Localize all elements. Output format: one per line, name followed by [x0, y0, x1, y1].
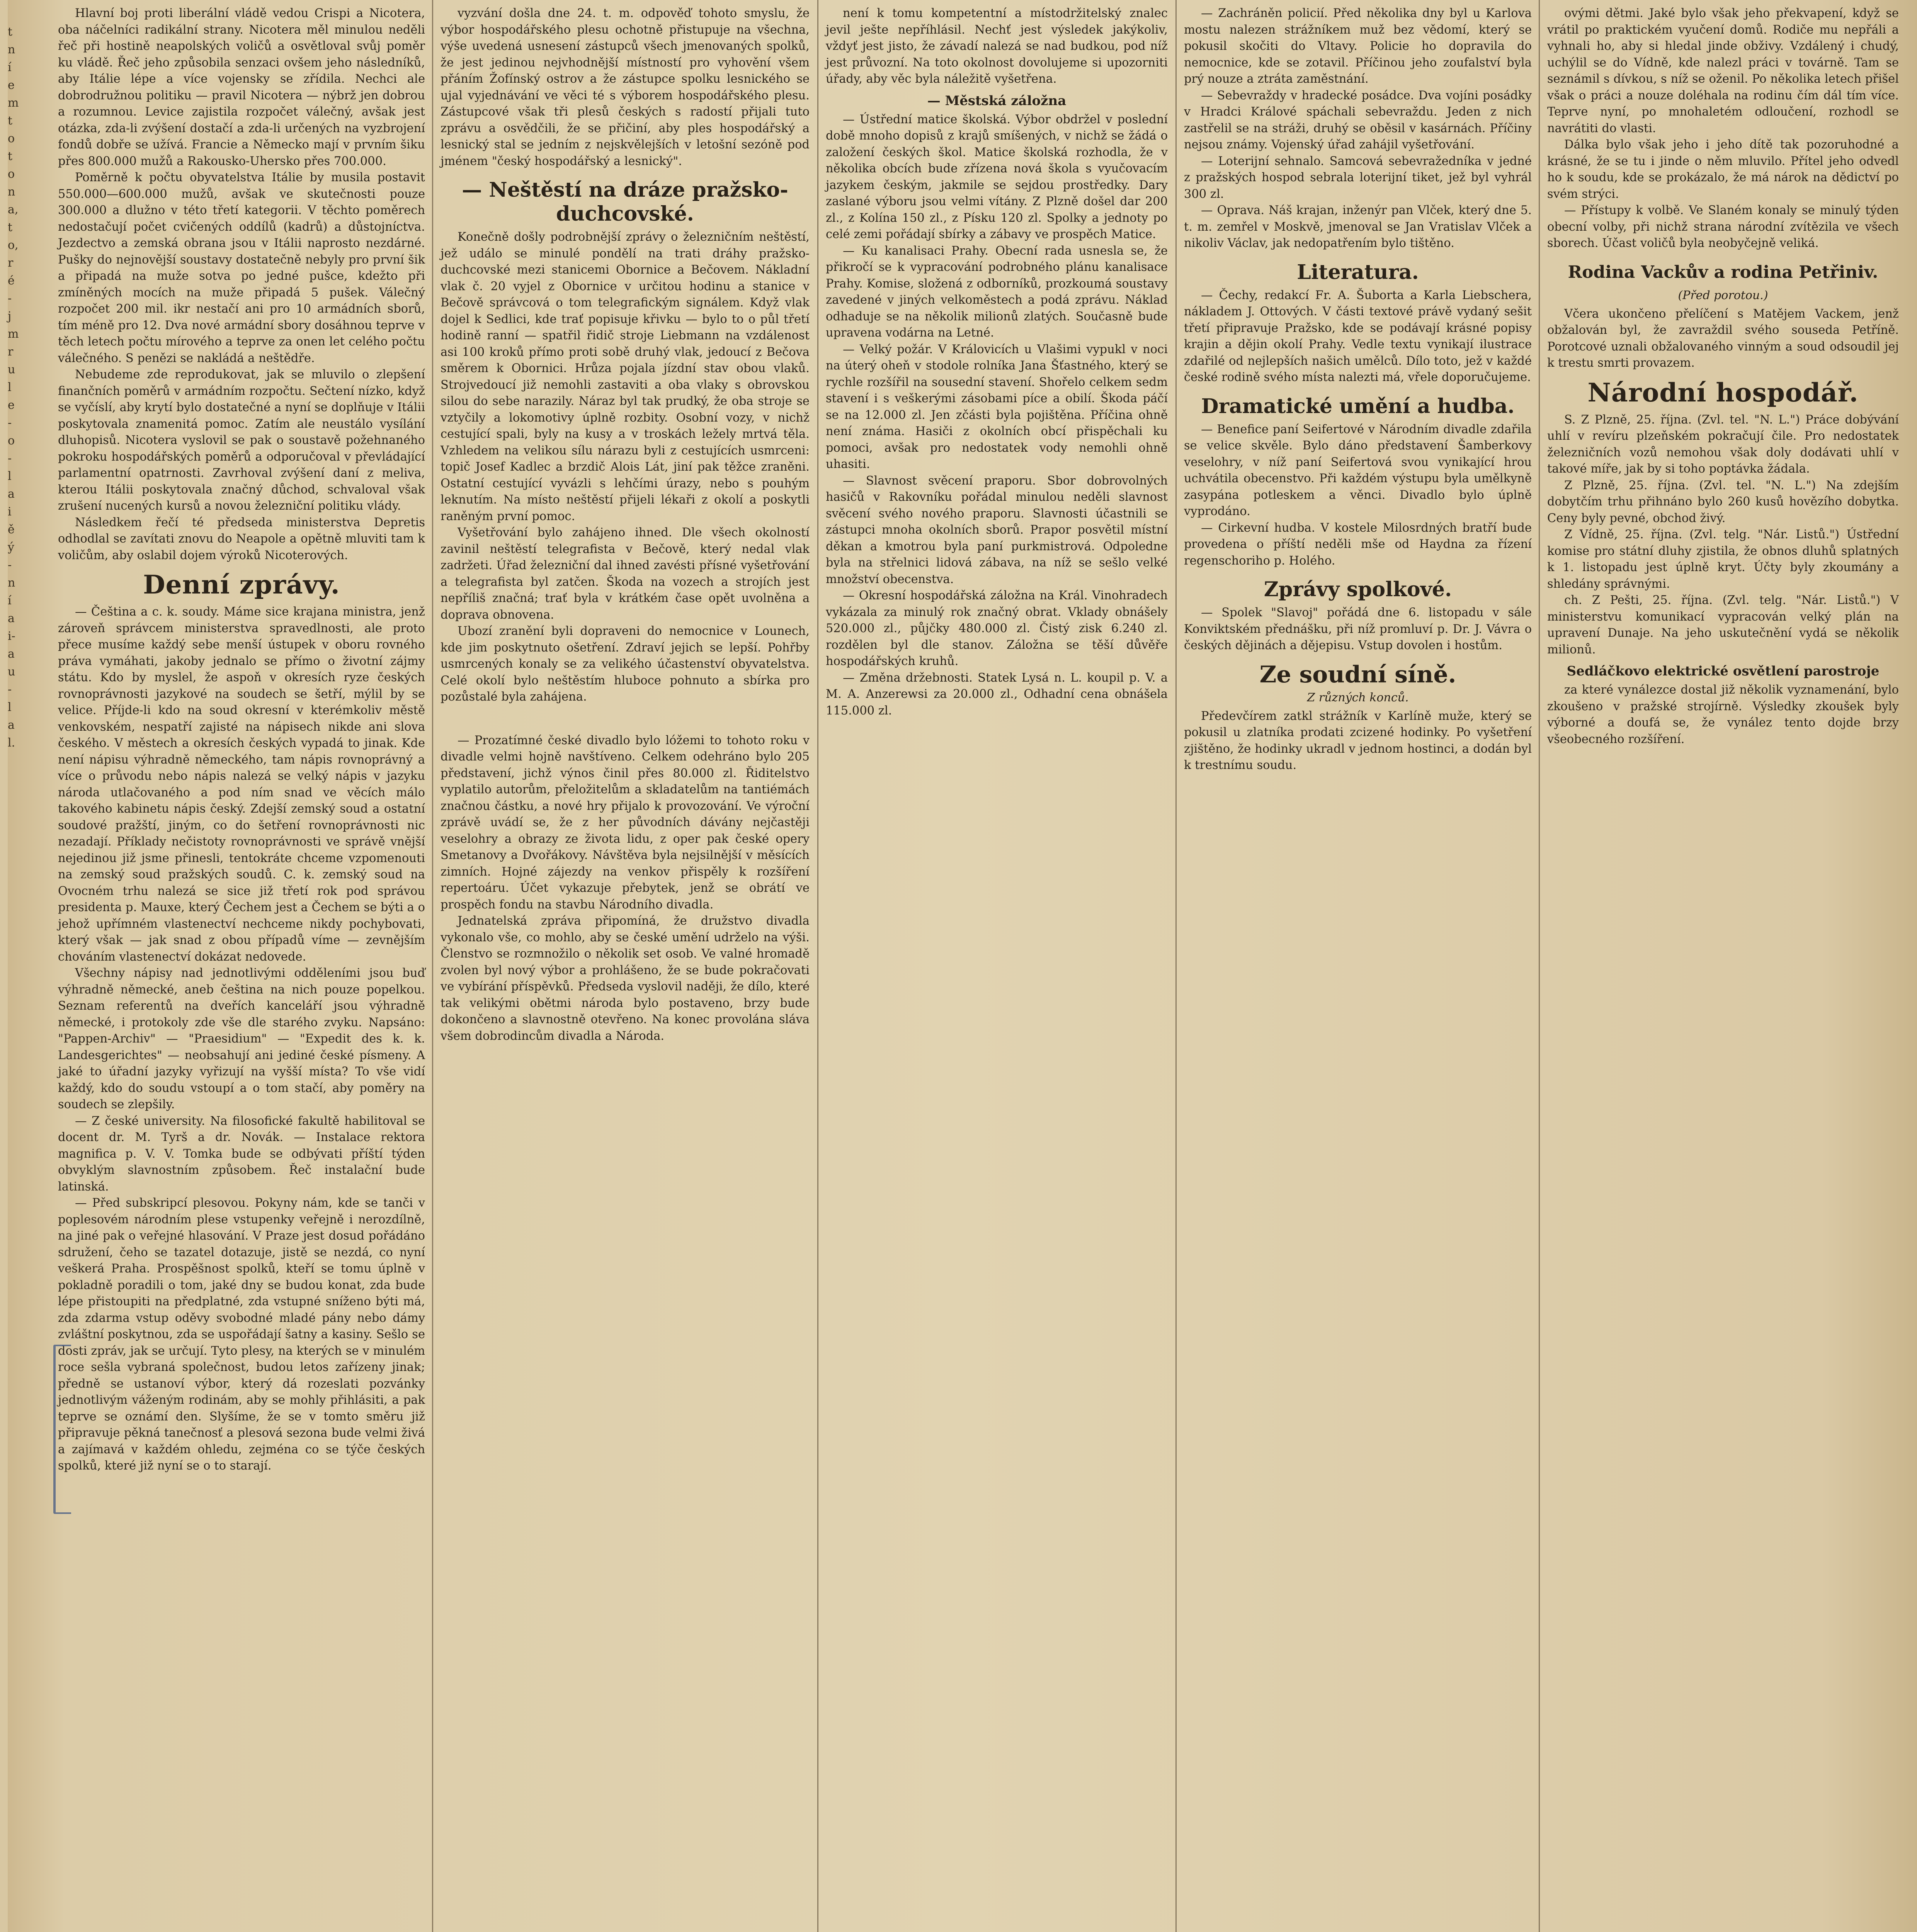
- article-paragraph: ovými dětmi. Jaké bylo však jeho překvapení, když se vrátil po praktickém vyučení domů. Rodiče mu nepřáli a vyhnali ho, aby si hledal jinde obživy. Vzdálený i chudý, uchýlil se do Vídně, kde nalezl práci v továrně. Tam se seznámil s dívkou, s níž se oženil. Po několika letech přišel však o práci a nouze doléhala na rodinu čím dál tím více. Teprve nyní, po mnohaletém odloučení, rozhodl se navrátiti do vlasti.: [1547, 7, 1899, 135]
- article-paragraph: — Sebevraždy v hradecké posádce. Dva vojíni posádky v Hradci Králové spáchali sebevraždu. Jeden z nich zastřelil se na stráži, druhý se oběsil v kasárnách. Příčiny nejsou známy. Vojenský úřad zahájil vyšetřování.: [1184, 88, 1532, 151]
- section-title-denni-zpravy: Denní zprávy.: [143, 570, 340, 600]
- article-paragraph: Poměrně k počtu obyvatelstva Itálie by musila postavit 550.000—600.000 mužů, avšak ve skutečnosti pouze 300.000 a dlužno v této třetí kategorii. V těchto poměrech nedostačují počet cvičených oddílů (kadrů) a důstojníctva. Jezdectvo a zemská obrana jsou v Itálii naprosto nezdárné. Pušky do nejnovější soustavy dostatečně nebyly pro první šik a připadá na muže sotva po jedné pušce, kdežto při zmíněných mocích na muže připadá 5 pušek. Válečný rozpočet 200 mil. ikr nestačí ani pro 10 armádních sborů, tím méně pro 12. Dva nové armádní sbory dosáhnou teprve v těch letech počtu mírového a teprve za onen let celého počtu válečného. S penězi se nakládá a neštědře.: [58, 171, 425, 365]
- article-paragraph: Z Vídně, 25. října. (Zvl. telg. "Nár. Listů.") Ústřední komise pro státní dluhy zjistila, že obnos dluhů splatných k 1. listopadu jest úplně kryt. Účty byly zkoumány a shledány správnými.: [1547, 528, 1899, 591]
- gutter-text-fragments: [8, 23, 19, 750]
- article-paragraph: — Zachráněn policií. Před několika dny byl u Karlova mostu nalezen strážníkem muž bez vědomí, který se pokusil skočiti do Vltavy. Policie ho dopravila do nemocnice, kde se zotavil. Příčinou jeho zoufalství byla prý nouze a ztráta zaměstnání.: [1184, 7, 1532, 86]
- article-paragraph: — Změna držebnosti. Statek Lysá n. L. koupil p. V. a M. A. Anzerewsi za 20.000 zl., Odhadní cena obnášela 115.000 zl.: [826, 671, 1168, 718]
- gutter-fragment: em: [8, 78, 19, 110]
- article-paragraph: — Prozatímné české divadlo bylo lóžemi to tohoto roku v divadle velmi hojně navštíveno. Celkem odehráno bylo 205 představení, jichž výnos činil přes 80.000 zl. Řiditelstvo vyplatilo autorům, přeložitelům a skladatelům na tantiémách značnou částku, a nové hry přijalo k provozování. Ve výroční zprávě uvádí se, že z her původních dávány nejčastěji veselohry a obrazy ze života lidu, z oper pak české opery Smetanovy a Dvořákovy. Návštěva byla nejsilnější v měsících zimních. Hojné zájezdy na venkov přispěly k rozšíření repertoáru. Účet vykazuje přebytek, jenž se obrátí ve prospěch fondu na stavbu Národního divadla.: [441, 733, 810, 912]
- article-paragraph: Všechny nápisy nad jednotlivými odděleními jsou buď výhradně německé, aneb čeština na nich pouze popelkou. Seznam referentů na dveřích kanceláří jsou výhradně německé, i protokoly zde vše dle starého zvyku. Napsáno: "Pappen-Archiv" — "Praesidium" — "Expedit des k. k. Landesgerichtes" — neobsahují ani jediné české písmeny. A jaké to úřadní jazyky vyřizují na vyšší místa? To vše vidí každý, kdo do soudu vstoupí a o tom stačí, aby poměry na soudech se zlepšily.: [58, 966, 425, 1111]
- article-paragraph: vyzvání došla dne 24. t. m. odpověď tohoto smyslu, že výbor hospodářského plesu ochotně přistupuje na všechna, výše uvedená usnesení zástupců všech jmenovaných spolků, že jest jedinou nejvhodnější místností pro vyhovění všem přáním Žofínský ostrov a že zástupce spolku lesnického se ujal vyjednávání ve věci té s výborem hospodářského plesu. Zástupcové však tři plesů českých s radostí přijali tuto zprávu a osvědčili, že se přičiní, aby ples hospodářský a lesnický stal se jedním z nejskvělejších v letošní sezóně pod jménem "český hospodářský a lesnický".: [441, 7, 810, 168]
- headline-rodina-vackuv: Rodina Vackův a rodina Petřiniv.: [1568, 262, 1878, 282]
- article-paragraph: Následkem řečí té předseda ministerstva Depretis odhodlal se zavítati znovu do Neapole a opětně mluviti tam k voličům, aby oslabil dojem výroků Nicoterových.: [58, 515, 425, 562]
- article-paragraph: Jednatelská zpráva připomíná, že družstvo divadla vykonalo vše, co mohlo, aby se české umění udrželo na výši. Členstvo se rozmnožilo o několik set osob. Ve valné hromadě zvolen byl nový výbor a prohlášeno, že se bude pokračovati ve vybírání příspěvků. Předseda vyslovil naději, že dílo, které tak velikými obětmi národa bylo postaveno, brzy bude dokončeno a slavnostně otevřeno. Na konec provolána sláva všem dobrodincům divadla a Národa.: [441, 914, 810, 1043]
- column-2: [441, 0, 810, 1932]
- article-paragraph: za které vynálezce dostal již několik vyznamenání, bylo zkoušeno v pražské strojírně. Výsledky zkoušek byly výborné a doufá se, že vynález tento dojde brzy všeobecného rozšíření.: [1547, 683, 1899, 746]
- article-paragraph: Předevčírem zatkl strážník v Karlíně muže, který se pokusil u zlatníka prodati zcizené hodinky. Po vyšetření zjištěno, že hodinky ukradl v jednom hostinci, a dodán byl k trestnímu soudu.: [1184, 709, 1532, 772]
- gutter-fragment: la: [8, 701, 15, 732]
- gutter-fragment: ré-: [8, 256, 15, 305]
- section-title-dramaticke-umeni: Dramatické umění a hudba.: [1201, 394, 1515, 418]
- column-1: [58, 0, 425, 1932]
- gutter-fragment: i-: [8, 629, 15, 643]
- article-paragraph: — Cirkevní hudba. V kostele Milosrdných bratří bude provedena o příští neděli mše od Haydna za řízení regenschoriho p. Holého.: [1184, 521, 1532, 568]
- article-paragraph: — Loterijní sehnalo. Samcová sebevražedníka v jedné z pražských hospod sebrala loterijní tiket, jež byl vyhrál 300 zl.: [1184, 154, 1532, 201]
- section-title-literatura: Literatura.: [1297, 260, 1419, 284]
- article-paragraph: — Benefice paní Seifertové v Národním divadle zdařila se velice skvěle. Bylo dáno představení Šamberkovy veselohry, v níž paní Seifertová svou vynikající hrou uchvátila obecenstvo. Při každém výstupu byla umělkyně zasypána potleskem a věnci. Divadlo bylo úplně vyprodáno.: [1184, 422, 1532, 518]
- article-paragraph: — Ku kanalisaci Prahy. Obecní rada usnesla se, že přikročí se k vypracování podrobného plánu kanalisace Prahy. Komise, složená z odborníků, prozkoumá soustavy zavedené v jiných velkoměstech a podá zprávu. Náklad odhaduje se na několik milionů zlatých. Současně bude upravena vodárna na Letné.: [826, 244, 1168, 340]
- gutter-fragment: a: [8, 612, 15, 625]
- gutter-fragment: to: [8, 150, 15, 181]
- article-paragraph: — Spolek "Slavoj" pořádá dne 6. listopadu v sále Konviktském přednášku, při níž promluví p. Dr. J. Vávra o českých dějinách a dějepisu. Vstup dovolen i hostům.: [1184, 606, 1532, 652]
- article-paragraph: — Čechy, redakcí Fr. A. Šuborta a Karla Liebschera, nákladem J. Ottových. V části textové právě vydaný sešit třetí připravuje Pražsko, kde se podávají krásné popisy krajin a dějin okolí Prahy. Vedle textu vynikají ilustrace zdařilé od nejlepších našich umělců. Dílo toto, jež v každé české rodině svého místa nalezti má, vřele doporučujeme.: [1184, 288, 1532, 384]
- column-5: [1547, 0, 1899, 1932]
- subheading: Sedláčkovo elektrické osvětlení parostroje: [1567, 663, 1880, 679]
- gutter-fragment: ý-: [8, 541, 14, 572]
- gutter-fragment: iě: [8, 505, 15, 536]
- headline-nestesti: — Neštěstí na dráze pražsko-duchcovské.: [462, 178, 788, 226]
- gutter-fragment: tní: [8, 25, 15, 74]
- gutter-fragment: to: [8, 114, 15, 145]
- column-rule: [1539, 0, 1540, 1932]
- article-paragraph: — Před subskripcí plesovou. Pokyny nám, kde se tanči v poplesovém národním plese vstupenky veřejně i nerozdílně, na jiné pak o veřejné hlasování. V Praze jest dosud pořádáno sdružení, čeho se tazatel dotazuje, jistě se nezdá, co nyní veškerá Praha. Prospěšnost spolků, kteří se tomu úplně v pokladně poradili o tom, jaké dny se budou konat, zda bude lépe přistoupiti na předplatné, zda vstupné sníženo býti má, zda zdarma vstup oděvy svobodné mladé pány nebo dámy zvláštní poskytnou, zda se uspořádají šatny a kasiny. Sešlo se dosti zpráv, jak se určují. Tyto plesy, na kterých se v minulém roce sešla vybraná společnost, budou letos zařízeny jinak; předně se ustanoví výbor, který dá rozeslati pozvánky jednotlivým váženým rodinám, aby se mohly přihlásiti, a pak teprve se oznámí den. Slyšíme, že se v tomto směru již připravuje pěkná tanečnosť a plesová sezona bude velmi živá a zajímavá v každém ohledu, zejména co se týče českých spolků, které již nyní se o to starají.: [58, 1196, 425, 1473]
- column-4: [1184, 0, 1532, 1932]
- article-paragraph: Včera ukončeno přelíčení s Matějem Vackem, jenž obžalován byl, že zavraždil svého souseda Petříně. Porotcové uznali obžalovaného vinným a soud odsoudil jej k trestu smrti provazem.: [1547, 307, 1899, 370]
- gutter-fragment: l.: [8, 736, 15, 750]
- article-paragraph: Hlavní boj proti liberální vládě vedou Crispi a Nicotera, oba náčelníci radikální strany. Nicotera měl minulou neděli řeč při hostině neapolských voličů a osvětloval svůj poměr ku vládě. Řeč jeho způsobila senzaci ovšem jeho následníků, aby Itálie lépe a více vojensky se zřídila. Nechci ale dobrodružnou politiku — pravil Nicotera — nýbrž jen dobrou a rozumnou. Levice zajistila rozpočet válečný, avšak jest otázka, zda-li zvýšení dostačí a zda-li určených na vyzbrojení fondů dobře se užívá. Francie a Německo mají v prvním šiku přes 800.000 mužů a Rakousko-Uhersko přes 700.000.: [58, 7, 425, 168]
- article-paragraph: Vyšetřování bylo zahájeno ihned. Dle všech okolností zavinil neštěstí telegrafista v Bečově, který nedal vlak zadržeti. Úřad železniční dal ihned zavésti přísné vyšetřování a telegrafista byl zatčen. Škoda na vozech a strojích jest nepříliš značná; trať byla v krátkém čase opět uvolněna a doprava obnovena.: [441, 526, 810, 622]
- subheading: (Před porotou.): [1678, 288, 1768, 302]
- gutter-fragment: le-: [8, 381, 15, 430]
- article-paragraph: — Velký požár. V Královicích u Vlašimi vypukl v noci na úterý oheň v stodole rolníka Jana Šťastného, který se rychle rozšířil na sousední stavení. Shořelo celkem sedm stavení i s veškerými zásobami píce a obilí. Škoda páčí se na 12.000 zl. Jen zčásti byla pojištěna. Příčina ohně není známa. Hasiči z okolních obcí přispěchali ku pomoci, avšak pro nedostatek vody nemohli ohně uhasiti.: [826, 342, 1168, 471]
- subheading: — Městská záložna: [927, 93, 1067, 109]
- article-paragraph: není k tomu kompetentní a místodržitelský znalec jevil ješte nepříhlásil. Nechť jest výsledek jakýkoliv, vždyť jest jisto, že závadí nalezá se nad budkou, pod níž jest průvozní. Na toto okolnost dovolujeme si upozorniti úřady, aby věc byla náležitě vyšetřena.: [826, 7, 1168, 86]
- article-paragraph: Nebudeme zde reprodukovat, jak se mluvilo o zlepšení finančních poměrů v armádním rozpočtu. Sečtení nízko, když se vyčíslí, aby krytí bylo dostatečné a nyní se doplňuje v Itálii poskytovala znamenitá pomoc. Zatím ale neustálo vysílání dluhopisů. Nicotera vyslovil se pak o soustavě požehnaného pokroku hospodářských poměrů a odporučoval v převládající parlamentní opatrnosti. Zavrhoval zvýšení daní z meliva, kterou Itálii poskytovala značný důchod, schvaloval však zrušení nucených kursů a novou železniční politiku vlády.: [58, 368, 425, 513]
- article-paragraph: Dálka bylo však jeho i jeho dítě tak pozoruhodné a krásné, že se tu i jinde o něm mluvilo. Přítel jeho odvedl ho k soudu, kde se prokázalo, že má nárok na dědictví po svém strýci.: [1547, 138, 1899, 201]
- pencil-bracket-mark: [53, 1345, 71, 1514]
- gutter-fragment: to,: [8, 221, 19, 252]
- gutter-fragment: u-: [8, 665, 15, 696]
- subheading: Z různých konců.: [1307, 690, 1409, 704]
- newspaper-page: [8, 0, 1917, 1932]
- article-paragraph: — Okresní hospodářská záložna na Král. Vinohradech vykázala za minulý rok značný obrat. Vklady obnášely 520.000 zl., půjčky 480.000 zl. Čistý zisk 6.240 zl. rozdělen byl dle stanov. Záložna se těší důvěře hospodářských kruhů.: [826, 589, 1168, 668]
- article-paragraph: ch. Z Pešti, 25. října. (Zvl. telg. "Nár. Listů.") V ministerstvu komunikací vypracován velký plán na upravení Dunaje. Na jeho uskutečnění vydá se několik milionů.: [1547, 594, 1899, 656]
- gutter-fragment: jm: [8, 310, 19, 341]
- column-rule: [817, 0, 818, 1932]
- article-paragraph: S. Z Plzně, 25. října. (Zvl. tel. "N. L.") Práce dobývání uhlí v revíru plzeňském pokračují čile. Pro nedostatek železničních vozů nemohou však doly dodávati uhlí v takové míře, jak by si toho poptávka žádala.: [1547, 413, 1899, 476]
- gutter-fragment: o-: [8, 434, 15, 465]
- article-paragraph: Konečně došly podrobnější zprávy o železničním neštěstí, jež událo se minulé pondělí na trati dráhy pražsko-duchcovské mezi stanicemi Obornice a Bečovem. Nákladní vlak č. 20 vyjel z Obornice v určitou hodinu a stanice v Bečově správcová o tom telegrafickým signálem. Když vlak dojel k Sedlici, kde trať popisuje křivku — bylo to o půl třetí hodině ranní — spatřil řidič stroje Liebmann na vzdálenost asi 100 kroků přímo proti sobě druhý vlak, jedoucí z Bečova směrem k Obornici. Hrůza pojala jízdní stav obou vlaků. Strojvedoucí již nemohli zastaviti a oba vlaky s obrovskou silou do sebe narazily. Náraz byl tak prudký, že oba stroje se vztyčily a lokomotivy úplně rozbity. Osobní vozy, v nichž cestující spali, byly na kusy a v troskách ležely mrtvá těla. Vzhledem na velikou sílu nárazu byli z cestujících usmrceni: topič Josef Kadlec a brzdič Alois Lát, jiní pak těžce zraněni. Ostatní cestující vyvázli s lehčími úrazy, nebo s pouhým leknutím. Na místo neštěstí přijeli lékaři z okolí a poskytli raněným první pomoc.: [441, 230, 810, 523]
- gutter-fragment: a: [8, 647, 15, 661]
- article-paragraph: — Přístupy k volbě. Ve Slaném konaly se minulý týden obecní volby, při nichž strana národní zvítězila ve všech sborech. Účast voličů byla neobyčejně veliká.: [1547, 204, 1899, 250]
- gutter-fragment: la: [8, 469, 15, 501]
- article-paragraph: — Z české university. Na filosofické fakultě habilitoval se docent dr. M. Tyrš a dr. Novák. — Instalace rektora magnifica p. V. V. Tomka bude se odbývati příští týden obvyklým slavnostním způsobem. Řeč instalační bude latinská.: [58, 1114, 425, 1194]
- section-title-ze-soudni-sine: Ze soudní síně.: [1259, 661, 1456, 688]
- gutter-fragment: na,: [8, 185, 19, 216]
- article-paragraph: — Slavnost svěcení praporu. Sbor dobrovolných hasičů v Rakovníku pořádal minulou neděli slavnost svěcení svého nového praporu. Slavnosti účastnili se zástupci mnoha okolních sborů. Prapor posvětil místní děkan a kmotrou byla paní purkmistrová. Odpoledne byla na střelnici lidová zábava, na níž se sešlo velké množství obecenstva.: [826, 474, 1168, 586]
- article-paragraph: — Čeština a c. k. soudy. Máme sice krajana ministra, jenž zároveň správcem ministerstva spravedlnosti, ale proto přece musíme každý sebe menší ústupek v oboru rovného práva vymáhati, jakoby jednalo se přímo o životní zájmy státu. Kdo by myslel, že aspoň v okresích ryze českých rovnoprávnosti jazykové na soudech se šetří, mýlil by se velice. Příjde-li kdo na soud okresní v kterémkoliv městě venkovském, nespatří zajisté na nápisech nikde ani slova českého. V městech a okresích českých vypadá to jinak. Kde není nápisu výhradně německého, tam nápis rovnoprávný a více o průvodu nebo nápis nalezá se velký nápis v jazyku národa utlačovaného a pod ním snad ve věcích málo takového kabinetu nápis český. Zdejší zemský soud a ostatní soudové pražští, jiným, co do šetření rovnoprávnosti nic nezadají. Příklady nečistoty rovnoprávnosti ve správě vnější nejedinou již jsme přinesli, tentokráte chceme vzpomenouti na zemský soud pražských soudů. C. k. zemský soud na Ovocném trhu nalezá se sice již třetí rok pod správou presidenta p. Mauxe, který Čechem jest a Čechem se býti a o jehož upřímném vlastenectví nechceme nikdy pochybovati, který však — jak snad z obou případů víme — zevnějším chováním vlastenectví dokázat nedovede.: [58, 605, 425, 964]
- gutter-fragment: ní: [8, 576, 15, 607]
- article-paragraph: — Oprava. Náš krajan, inženýr pan Vlček, který dne 5. t. m. zemřel v Moskvě, jmenoval se Jan Vratislav Vlček a nikoliv Václav, jak nedopatřením bylo tištěno.: [1184, 204, 1532, 250]
- article-paragraph: Ubozí zranění byli dopraveni do nemocnice v Lounech, kde jim poskytnuto ošetření. Zdraví jejich se lepší. Pohřby usmrcených konaly se za velikého účastenství obyvatelstva. Celé okolí bylo neštěstím hluboce pohnuto a sbírka pro pozůstalé byla zahájena.: [441, 624, 810, 704]
- article-paragraph: Z Plzně, 25. října. (Zvl. tel. "N. L.") Na zdejším dobytčím trhu přihnáno bylo 260 kusů hovězího dobytka. Ceny byly pevné, obchod živý.: [1547, 478, 1899, 525]
- article-paragraph: — Ústřední matice školská. Výbor obdržel v poslední době mnoho dopisů z krajů smíšených, v nichž se žádá o založení českých škol. Matice školská rozhodla, že v několika obcích bude zřízena nová škola s vyučovacím jazykem českým, jakmile se sejdou prostředky. Dary zaslané výboru jsou velmi vítány. Z Plzně došel dar 200 zl., z Kolína 150 zl., z Písku 120 zl. Spolky a jednoty po celé zemi pořádají sbírky a zábavy ve prospěch Matice.: [826, 112, 1168, 241]
- column-rule: [432, 0, 433, 1932]
- section-title-zpravy-spolkove: Zprávy spolkové.: [1264, 578, 1452, 601]
- gutter-fragment: ru: [8, 345, 15, 376]
- column-3: [826, 0, 1168, 1932]
- section-title-narodni-hospodar: Národní hospodář.: [1587, 377, 1859, 408]
- column-rule: [1175, 0, 1177, 1932]
